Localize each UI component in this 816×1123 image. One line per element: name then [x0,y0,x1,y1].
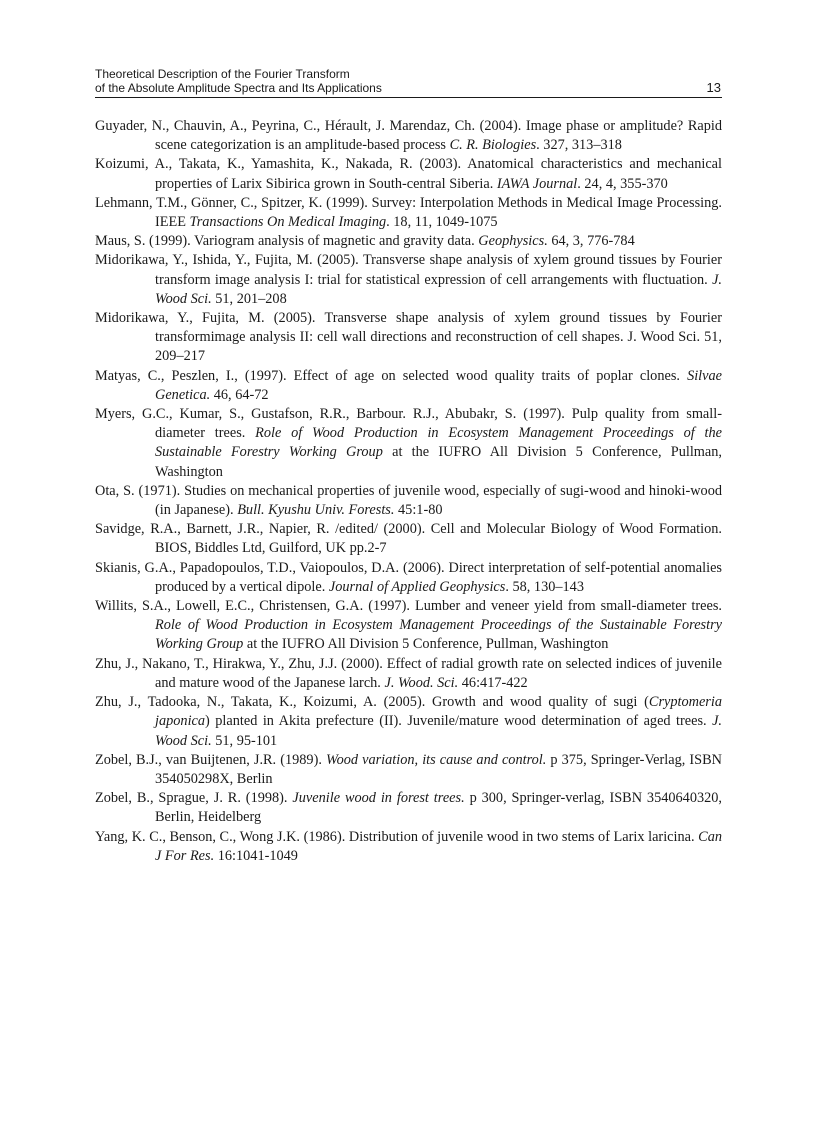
reference-entry [95,559,722,597]
reference-text: Koizumi, A., Takata, K., Yamashita, K., Nakada, R. (2003). Anatomical characteristics and mechanical properties of Larix Sibirica grown in South-central Siberia. [95,156,722,192]
reference-text: Willits, S.A., Lowell, E.C., Christensen, G.A. (1997). Lumber and veneer yield from small-diameter trees. [95,598,722,615]
reference-entry [95,693,722,751]
reference-text: 45:1-80 [394,502,443,519]
reference-entry [95,655,722,693]
reference-italic-text: Geophysics. [478,233,548,250]
reference-list [95,117,722,866]
reference-text: Midorikawa, Y., Ishida, Y., Fujita, M. (2005). Transverse shape analysis of xylem ground tissues by Fourier transform image analysis I: trial for statistical expression of cell arrangements with fluctuation. [95,252,722,288]
reference-text: Lehmann, T.M., Gönner, C., Spitzer, K. (1999). Survey: Interpolation Methods in Medical Image Processing. IEEE [95,194,722,231]
reference-text: 64, 3, 776-784 [547,233,635,250]
reference-entry [95,405,722,482]
reference-text: 51, 95-101 [211,732,278,749]
reference-italic-text: Silvae Genetica. [155,367,722,403]
reference-italic-text: Transactions On Medical Imaging [189,214,387,231]
reference-entry [95,751,722,789]
reference-entry [95,251,722,309]
reference-text: 16:1041-1049 [214,847,298,864]
reference-entry [95,309,722,367]
reference-text: at the IUFRO All Division 5 Conference, Pullman, Washington [155,444,722,480]
reference-text: Myers, G.C., Kumar, S., Gustafson, R.R., Barbour. R.J., Abubakr, S. (1997). Pulp quality from small-diameter trees. [95,406,722,442]
reference-entry [95,828,722,866]
reference-text: Yang, K. C., Benson, C., Wong J.K. (1986). Distribution of juvenile wood in two stems of Larix laricina. [95,828,699,845]
reference-text: Zobel, B.J., van Buijtenen, J.R. (1989). [95,751,326,768]
running-head-line-1: Theoretical Description of the Fourier Transform [95,67,350,81]
reference-entry [95,194,722,232]
reference-italic-text: Can J For Res. [155,828,722,864]
header-rule [95,97,722,98]
reference-text: Maus, S. (1999). Variogram analysis of magnetic and gravity data. [95,233,479,250]
reference-text: p 300, Springer-verlag, ISBN 3540640320, Berlin, Heidelberg [155,790,722,826]
reference-text: Zhu, J., Nakano, T., Hirakwa, Y., Zhu, J.J. (2000). Effect of radial growth rate on selected indices of juvenile and mature wood of the Japanese larch. [95,655,722,691]
reference-italic-text: J. Wood Sci. [155,713,722,749]
reference-entry [95,597,722,655]
reference-italic-text: J. Wood. Sci. [384,674,459,691]
reference-text: Zhu, J., Tadooka, N., Takata, K., Koizumi, A. (2005). Growth and wood quality of sugi ( [95,694,649,711]
page-number: 13 [706,80,721,95]
reference-italic-text: Bull. Kyushu Univ. Forests. [237,502,395,519]
reference-italic-text: J. Wood Sci. [155,271,722,307]
reference-italic-text: Juvenile wood in forest trees. [292,790,465,807]
reference-entry [95,520,722,558]
reference-text: at the IUFRO All Division 5 Conference, Pullman, Washington [243,636,609,653]
reference-italic-text: Wood variation, its cause and control. [326,751,547,768]
reference-text: . 18, 11, 1049-1075 [386,214,498,231]
reference-entry [95,482,722,520]
reference-italic-text: IAWA Journal [496,175,578,192]
reference-text: Savidge, R.A., Barnett, J.R., Napier, R. /edited/ (2000). Cell and Molecular Biology of Wood Formation. BIOS, Biddles Ltd, Guilford, UK pp.2-7 [95,521,722,557]
reference-entry [95,232,722,251]
reference-entry [95,155,722,193]
running-head [95,67,722,95]
reference-text: 46:417-422 [458,674,528,691]
reference-text: Midorikawa, Y., Fujita, M. (2005). Transverse shape analysis of xylem ground tissues by Fourier transformimage analysis II: cell wall directions and reconstruction of cell shapes. J. Wood Sci. 51, 209–217 [95,310,722,365]
reference-italic-text: C. R. Biologies [449,137,537,154]
reference-text: ) planted in Akita prefecture (II). Juvenile/mature wood determination of aged trees. [205,713,713,730]
reference-text: Zobel, B., Sprague, J. R. (1998). [95,790,293,807]
reference-text: . 24, 4, 355-370 [577,175,668,192]
reference-italic-text: Journal of Applied Geophysics [328,578,506,595]
reference-text: 51, 201–208 [211,290,287,307]
reference-text: Ota, S. (1971). Studies on mechanical properties of juvenile wood, especially of sugi-wood and hinoki-wood (in Japanese). [95,482,722,519]
reference-text: 46, 64-72 [210,386,269,403]
reference-text: . 327, 313–318 [536,137,622,154]
reference-text: Matyas, C., Peszlen, I., (1997). Effect of age on selected wood quality traits of poplar clones. [95,367,688,384]
reference-text: . 58, 130–143 [505,578,584,595]
reference-italic-text: Role of Wood Production in Ecosystem Management Proceedings of the Sustainable Forestry Working Group [155,425,722,461]
reference-entry [95,367,722,405]
reference-entry [95,117,722,155]
reference-text: p 375, Springer-Verlag, ISBN 354050298X, Berlin [155,751,722,787]
reference-text: Guyader, N., Chauvin, A., Peyrina, C., Hérault, J. Marendaz, Ch. (2004). Image phase or amplitude? Rapid scene categorization is an amplitude-based process [95,118,722,154]
reference-italic-text: Cryptomeria japonica [155,694,722,730]
reference-text: Skianis, G.A., Papadopoulos, T.D., Vaiopoulos, D.A. (2006). Direct interpretation of self-potential anomalies produced by a vertical dipole. [95,559,722,595]
reference-entry [95,789,722,827]
running-head-line-2: of the Absolute Amplitude Spectra and Its Applications [95,81,382,95]
reference-italic-text: Role of Wood Production in Ecosystem Management Proceedings of the Sustainable Forestry Working Group [155,617,722,653]
